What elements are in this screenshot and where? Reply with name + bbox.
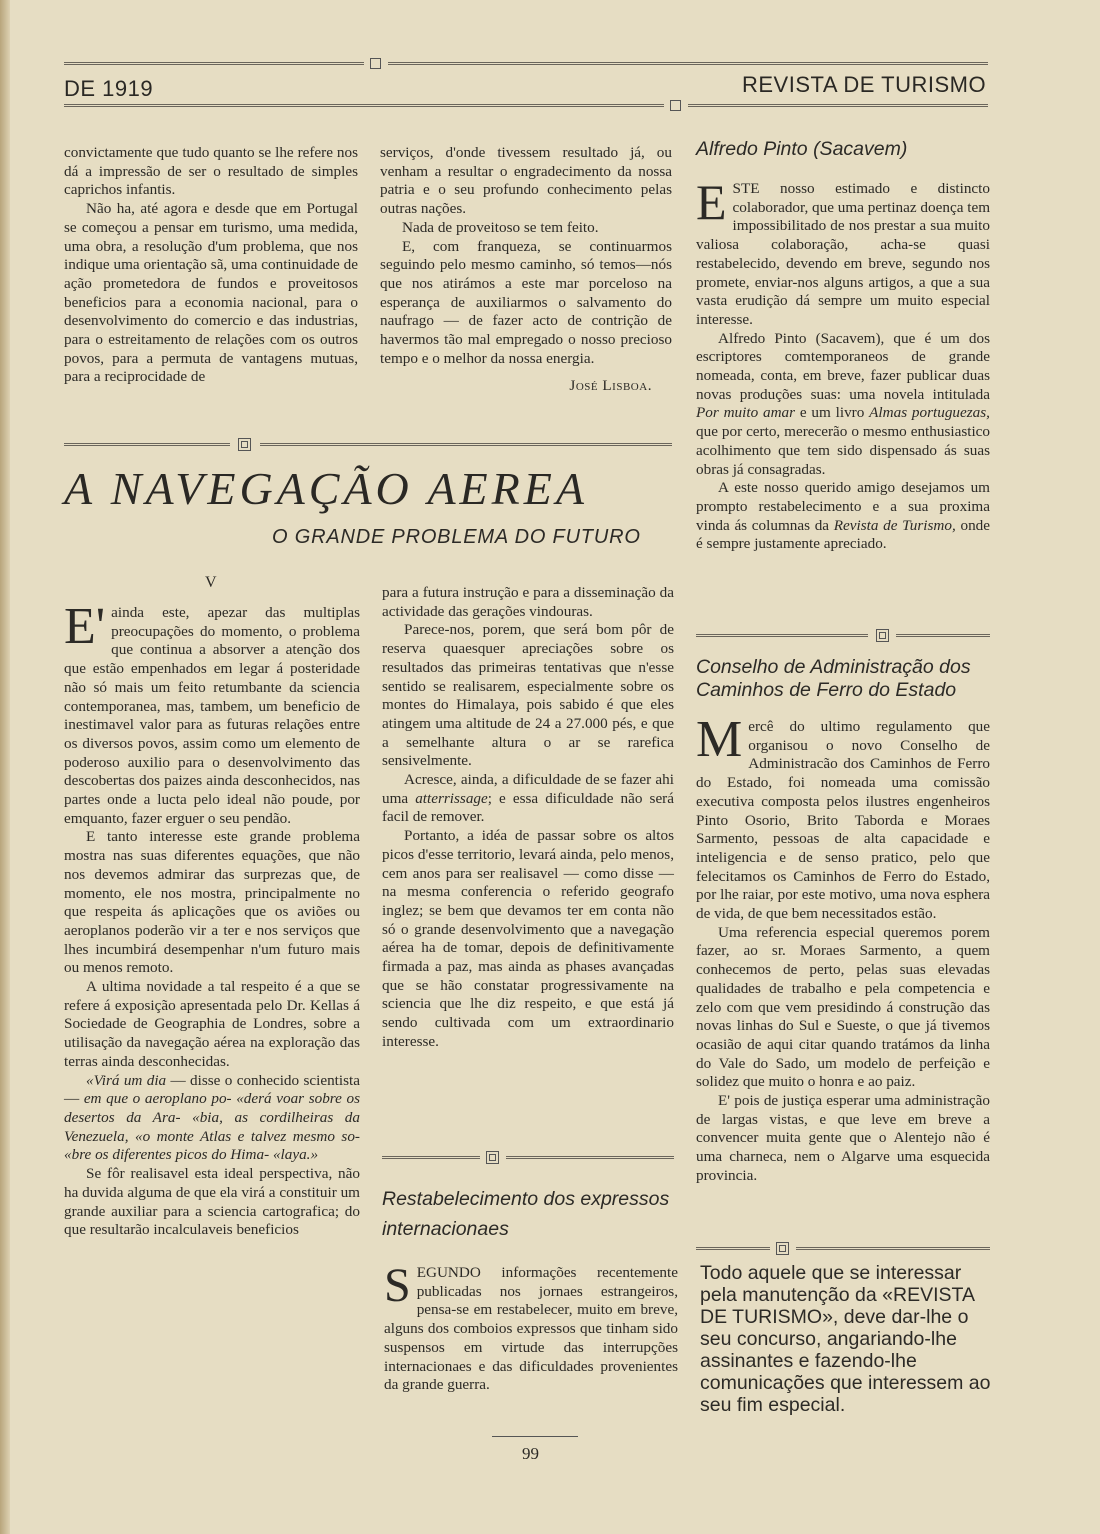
text: A este nosso querido amigo desejamos um prompto restabelecimento e a sua proxima vinda ás columnas da <box>696 479 990 534</box>
header-date: DE 1919 <box>64 76 154 101</box>
col1-top-text <box>64 144 358 387</box>
paragraph: Nada de proveitoso se tem feito. <box>402 218 599 236</box>
col2-top-text <box>380 144 672 396</box>
pinto-text <box>696 174 991 554</box>
divider-ornament <box>776 1242 789 1255</box>
conselho-text <box>696 711 990 1186</box>
lead-word: STE <box>732 180 760 197</box>
conselho-title: Conselho de Administração dos Caminhos de Ferro do Estado <box>696 656 971 701</box>
paragraph: Não ha, até agora e desde que em Portugal se começou a pensar em turismo, uma medida, uma obra, a resolução d'um problema, que nos indique uma orientação sã, uma continuidade de ação prometedora de fundos e proveitosos beneficios para a economia nacional, para o desenvolvimento do comercio e das industrias, para o estreitamento de relações com os outros povos, para a permuta de vantagens mutuas, para a reciprocidade de <box>64 200 358 386</box>
divider-rule <box>506 1156 674 1159</box>
divider-rule <box>796 1247 990 1250</box>
divider-ornament <box>238 438 251 451</box>
page-number-rule <box>492 1436 578 1437</box>
text: Alfredo Pinto (Sacavem), que é um dos escriptores comtemporaneos de grande nomeada, conta, em breve, fazer publicar duas novas produções suas: uma novela intitulada <box>696 329 990 403</box>
paragraph: convictamente que tudo quanto se lhe refere nos dá a impressão de ser o resultado de simples caprichos infantis. <box>64 144 358 199</box>
article-col2 <box>382 584 674 1052</box>
book-title: Por muito amar <box>696 404 796 422</box>
expressos-text <box>384 1259 678 1395</box>
drop-cap: M <box>696 711 743 768</box>
drop-cap: E' <box>64 598 106 655</box>
header-lower-rule-left <box>64 104 664 107</box>
header-rule-right <box>388 62 988 65</box>
lead-word: EGUNDO <box>416 1264 481 1281</box>
divider-rule <box>260 443 672 446</box>
header-journal-title: REVISTA DE TURISMO <box>742 72 987 97</box>
text: ; e essa dificuldade não será facil de remover. <box>382 789 674 826</box>
paragraph: ainda este, apezar das multiplas preocupações do momento, o problema que continua a absorver a atenção dos que estão empenhados em legar á posteridade não só mais um feito retumbante da sciencia contemporanea, mas, tambem, um beneficio de inestimavel valor para as futuras relações entre os diversos povos, assim como um elemento de poderoso auxilio para o desenvolvimento das descobertas dos paizes ainda desconhecidos, nas partes onde a lucta pelo ideal não poude, por emquanto, fazer erguer o seu pendão. <box>64 604 360 827</box>
paragraph: Se fôr realisavel esta ideal perspectiva, não ha duvida alguma de que ela virá a constituir um grande auxiliar para a sciencia cartografica; do que resultarão incalculaveis beneficios <box>64 1165 360 1239</box>
paragraph: E tanto interesse este grande problema mostra nas suas diferentes equações, que não nos devemos admirar das surprezas que, de momento, ele nos mostra, principalmente no que respeita ás aplicações que os aviões ou aeroplanos poderão vir a ter e nos serviços que lhes incumbirá desempenhar n'um futuro mais ou menos remoto. <box>64 828 360 977</box>
page-number: 99 <box>522 1444 539 1463</box>
paragraph: E, com franqueza, se continuarmos seguindo pelo mesmo caminho, só temos—nós que nos atirámos a este mar porceloso na esperança de auxiliarmos o salvamento do naufrago — de fazer acto de contrição de havermos tão mal empregado o nosso precioso tempo e o melhor da nossa energia. <box>380 237 672 367</box>
text: Acresce, ainda, a dificuldade de se fazer ahi uma <box>382 771 674 807</box>
text: onde é sempre justamente apreciado. <box>696 516 991 553</box>
page-edge <box>0 0 10 1534</box>
quote-text: em que o aeroplano po- «derá voar sobre os desertos da Ara- «bia, as cordilheiras da Venezuela, «o monte Atlas e talvez mesmo so- «bre os diferentes picos do Hima- «laya.» <box>64 1090 361 1164</box>
paragraph: informações recentemente publicadas nos jornaes estrangeiros, pensa-se em restabelecer, muito em breve, alguns dos comboios expressos que tinham sido suspensos em virtude das interrupções internacionaes e das dificuldades provenientes da grande guerra. <box>384 1264 678 1394</box>
emphasis: atterrissage <box>415 789 488 807</box>
drop-cap: S <box>384 1259 411 1312</box>
header-ornament <box>370 58 381 69</box>
section-numeral: V <box>205 574 217 591</box>
quote-attribution: — disse o conhecido scientista — <box>64 1071 360 1108</box>
paragraph: serviços, d'onde tivessem resultado já, ou venham a resultar o engradecimento da nossa patria e o seu profundo conhecimento pelas outras nações. <box>380 144 672 218</box>
article-subtitle: O GRANDE PROBLEMA DO FUTURO <box>272 526 641 548</box>
text: que por certo, merecerão o mesmo enthusiastico acolhimento que tem sido dispensado ás suas obras já consagradas. <box>696 423 990 478</box>
article-title: A NAVEGAÇÃO AEREA <box>64 463 588 514</box>
paragraph: ercê do ultimo regulamento que organisou o novo Conselho de Administracão dos Caminhos de Ferro do Estado, foi nomeada uma comissão executiva composta pelos ilustres engenheiros Pinto Osorio, Brito Taborda e Moraes Sarmento, pessoas de alta capacidade e inteligencia e de senso pratico, pelo que felecitamos os Caminhos de Ferro do Estado, por lhe raiar, por este motivo, uma nova esphera de vida, de que bem necessitados estão. <box>696 718 990 923</box>
header-rule-left <box>64 62 364 65</box>
article-signature: José Lisboa. <box>569 377 652 395</box>
text: e um livro <box>795 404 870 422</box>
divider-ornament <box>486 1151 499 1164</box>
divider-rule <box>896 634 990 637</box>
divider-rule <box>382 1156 480 1159</box>
divider-rule <box>696 634 868 637</box>
expressos-title: Restabelecimento dos expressos internacionaes <box>382 1188 670 1240</box>
quote-lead: «Virá um dia <box>86 1071 167 1089</box>
paragraph: para a futura instrução e para a disseminação da actividade das gerações vindouras. <box>382 584 674 620</box>
header-lower-ornament <box>670 100 681 111</box>
paragraph: nosso estimado e distincto colaborador, que uma pertinaz doença tem impossibilitado de nos prestar a sua muito valiosa colaboração, acha-se quasi restabelecido, devendo em breve, segundo nos promete, enviar-nos alguns artigos, a que a sua vasta erudição dá sempre um muito especial interesse. <box>696 180 991 328</box>
paragraph: Uma referencia especial queremos porem fazer, ao sr. Moraes Sarmento, a quem conhecemos de perto, pelas suas elevadas qualidades de trabalho e pela competencia e zelo com que vem presidindo á construção das novas linhas do Sul e Sueste, o que já tivemos ocasião de aqui citar quando tratámos da linha do Vale do Sado, um modelo de perfeição e solidez que muito o honra e ao paiz. <box>696 923 990 1091</box>
divider-rule <box>64 443 230 446</box>
paragraph: E' pois de justiça esperar uma administração de largas vistas, e que leve em breve a convencer muita gente que o Alentejo não é uma charneca, nem o Algarve uma esquecida provincia. <box>696 1092 990 1184</box>
divider-rule <box>696 1247 770 1250</box>
header-lower-rule-right <box>688 104 988 107</box>
subscription-appeal: Todo aquele que se interessar pela manutenção da «REVISTA DE TURISMO», deve dar-lhe o seu concurso, angariando-lhe assinantes e fazendo-lhe comunicações que interessem ao seu fim especial. <box>700 1262 991 1416</box>
article-col1 <box>64 598 361 1240</box>
drop-cap: E <box>696 174 727 230</box>
paragraph: A ultima novidade a tal respeito é a que se refere á exposição apresentada pelo Dr. Kellas á Sociedade de Geographia de Londres, sobre a utilisação da navegação aérea na exploração das terras ainda desconhecidas. <box>64 978 360 1070</box>
paragraph: Parece-nos, porem, que será bom pôr de reserva quaesquer apreciações sobre os resultados das primeiras tentativas que n'esse sentido se realisarem, especialmente sobre os montes do Himalaya, pois sabido é que eles atingem uma altitude de 24 a 27.000 pés, e que a semelhante altura o ar se rarefica sensivelmente. <box>382 621 674 770</box>
book-title: Almas portuguezas, <box>869 404 990 422</box>
pinto-title: Alfredo Pinto (Sacavem) <box>696 138 908 160</box>
journal-name: Revista de Turismo, <box>833 516 956 534</box>
divider-ornament <box>876 629 889 642</box>
paragraph: Portanto, a idéa de passar sobre os altos picos d'esse territorio, levará ainda, pelo menos, cem anos para ser realisavel — como disse — na mesma conferencia o referido geografo inglez; se bem que devamos ter em conta não só o grande desenvolvimento que a navegação aérea ha de tomar, depois de definitivamente firmada a paz, mas ainda as phases avançadas que se hão constatar progressivamente na sciencia que lhe diz respeito, e que está já sendo cultivada com um extraordinario interesse. <box>382 827 674 1050</box>
